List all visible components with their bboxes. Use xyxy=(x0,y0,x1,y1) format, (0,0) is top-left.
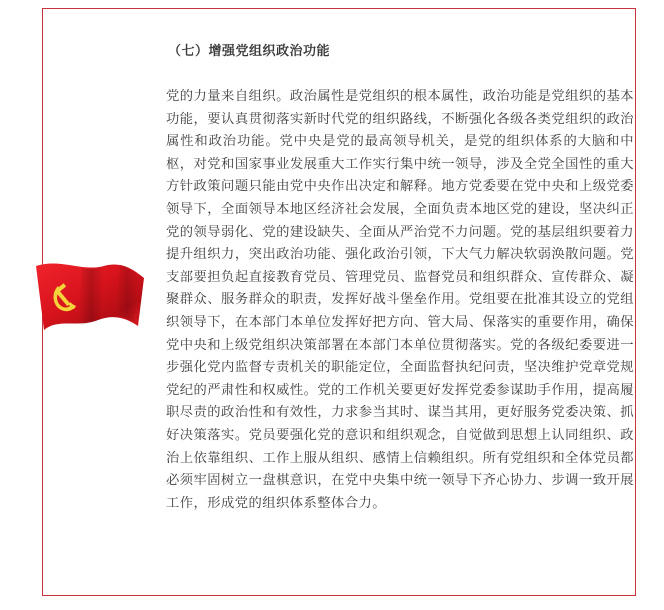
party-flag-icon xyxy=(30,256,148,352)
flag-fold-shadow xyxy=(78,266,104,326)
section-heading: （七）增强党组织政治功能 xyxy=(168,44,331,59)
party-flag-graphic xyxy=(30,256,148,352)
section-paragraph: 党的力量来自组织。政治属性是党组织的根本属性，政治功能是党组织的基本功能，要认真贯彻落实新时代党的组织路线，不断强化各级各类党组织的政治属性和政治功能。党中央是党的最高领导机关，是党的组织体系的大脑和中枢，对党和国家事业发展重大工作实行集中统一领导，涉及全党全国性的重大方针政策问题只能由党中央作出决定和解释。地方党委要在党中央和上级党委领导下，全面领导本地区经济社会发展，全面负责本地区党的建设，坚决纠正党的领导弱化、党的建设缺失、全面从严治党不力问题。党的基层组织要着力提升组织力，突出政治功能、强化政治引领，下大气力解决软弱涣散问题。党支部要担负起直接教育党员、管理党员、监督党员和组织群众、宣传群众、凝聚群众、服务群众的职责，发挥好战斗堡垒作用。党组要在批准其设立的党组织领导下，在本部门本单位发挥好把方向、管大局、保落实的重要作用，确保党中央和上级党组织决策部署在本部门本单位贯彻落实。党的各级纪委要进一步强化党内监督专责机关的职能定位，全面监督执纪问责，坚决维护党章党规党纪的严肃性和权威性。党的工作机关要更好发挥党委参谋助手作用，提高履职尽责的政治性和有效性，力求参当其时、谋当其用，更好服务党委决策、抓好决策落实。党员要强化党的意识和组织观念，自觉做到思想上认同组织、政治上依靠组织、工作上服从组织、感情上信赖组织。所有党组织和全体党员都必须牢固树立一盘棋意识，在党中央集中统一领导下齐心协力、步调一致开展工作，形成党的组织体系整体合力。 xyxy=(166,89,634,511)
